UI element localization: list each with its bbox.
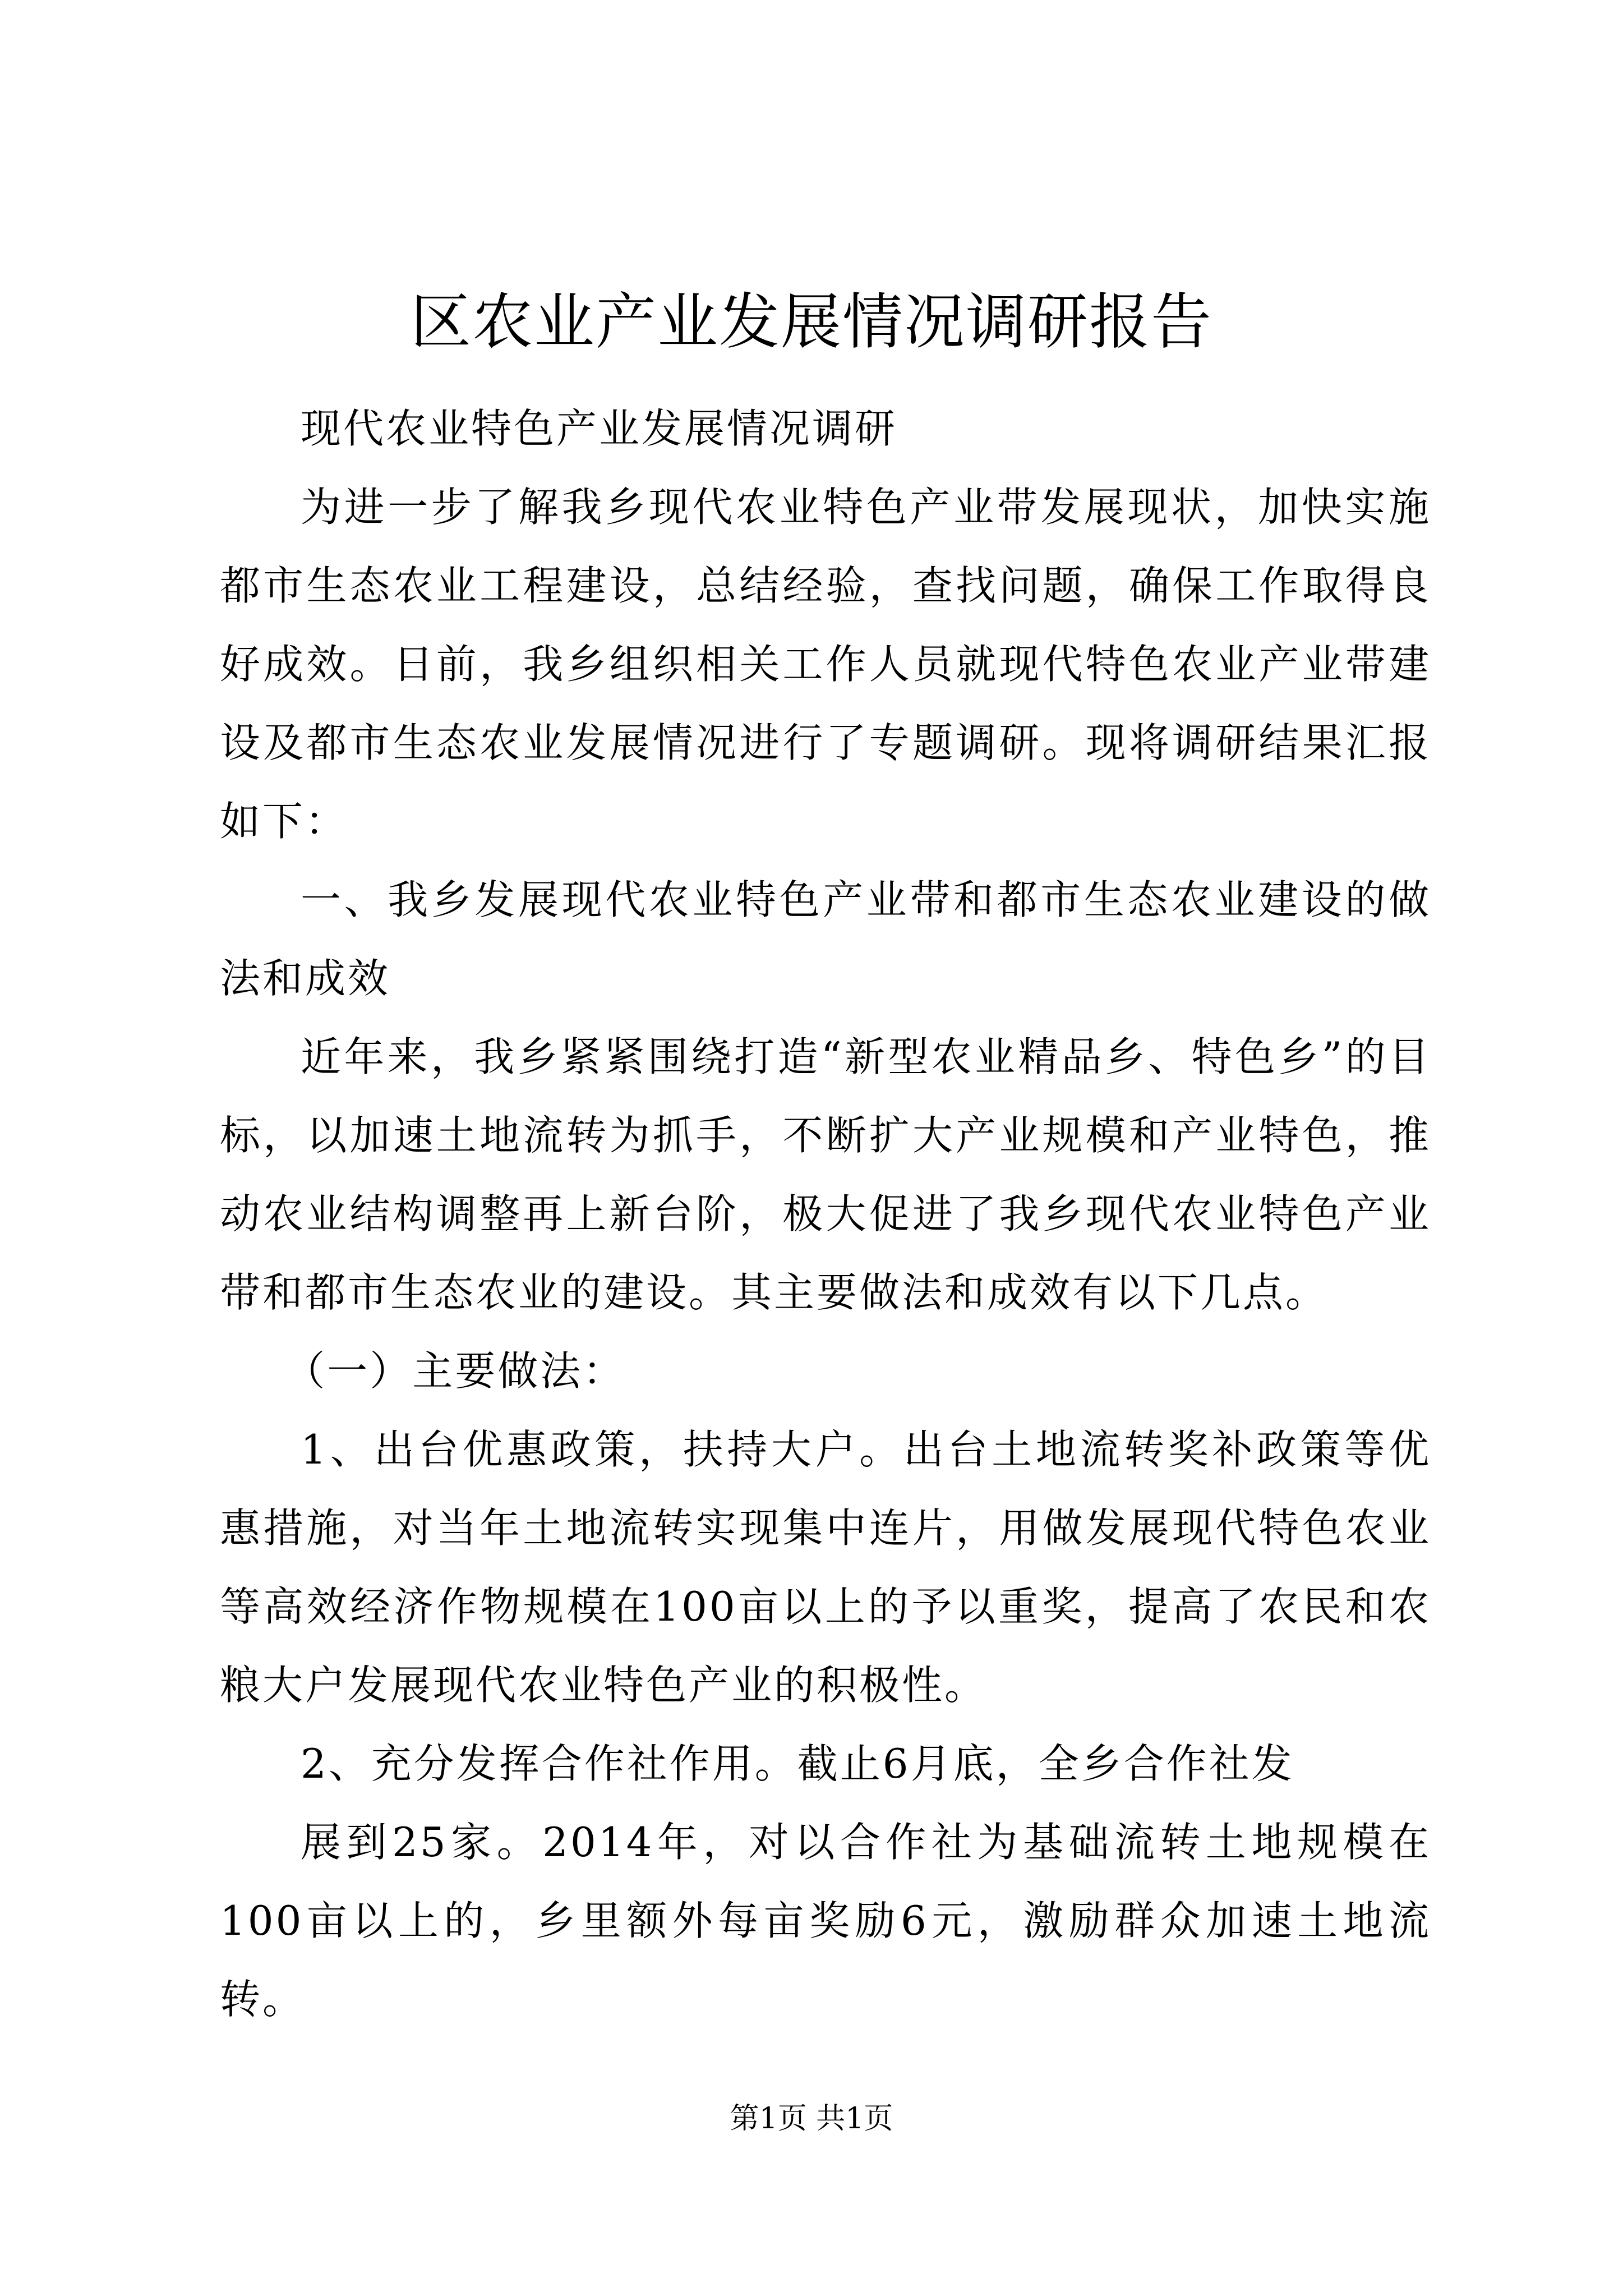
- paragraph-intro: 为进一步了解我乡现代农业特色产业带发展现状，加快实施都市生态农业工程建设，总结经验，查找问题，确保工作取得良好成效。日前，我乡组织相关工作人员就现代特色农业产业带建设及都市生态农业发展情况进行了专题调研。现将调研结果汇报如下：: [220, 484, 1431, 845]
- document-title: 区农业产业发展情况调研报告: [410, 287, 1212, 357]
- paragraph-item-2-continued: 展到25家。2014年，对以合作社为基础流转土地规模在100亩以上的，乡里额外每亩奖励6元，激励群众加速土地流转。: [220, 1819, 1431, 2023]
- paragraph-subtitle: 现代农业特色产业发展情况调研: [301, 405, 898, 452]
- section-heading-1: 一、我乡发展现代农业特色产业带和都市生态农业建设的做法和成效: [220, 876, 1431, 1002]
- paragraph-item-1: 1、出台优惠政策，扶持大户。出台土地流转奖补政策等优惠措施，对当年土地流转实现集中连片，用做发展现代特色农业等高效经济作物规模在100亩以上的予以重奖，提高了农民和农粮大户发展现代农业特色产业的积极性。: [220, 1426, 1431, 1709]
- paragraph-overview: 近年来，我乡紧紧围绕打造“新型农业精品乡、特色乡”的目标，以加速土地流转为抓手，不断扩大产业规模和产业特色，推动农业结构调整再上新台阶，极大促进了我乡现代农业特色产业带和都市生态农业的建设。其主要做法和成效有以下几点。: [220, 1033, 1431, 1316]
- subsection-heading-methods: （一）主要做法：: [284, 1347, 626, 1395]
- document-body: [220, 389, 1431, 2039]
- paragraph-item-2: 2、充分发挥合作社作用。截止6月底，全乡合作社发: [301, 1740, 1294, 1787]
- page-footer: 第1页 共1页: [730, 2102, 893, 2136]
